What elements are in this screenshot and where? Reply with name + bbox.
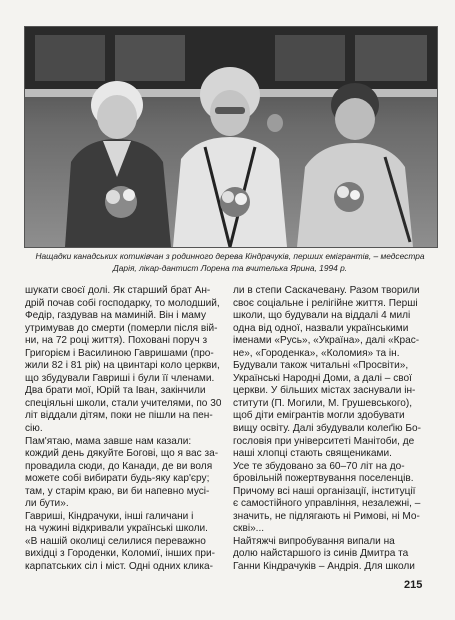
text-column-left [25,285,221,574]
text-line: провадила сюди, до Канади, де ви воля [25,460,213,472]
text-line: Найтяжчі випробування випали на [233,535,395,547]
text-line: вищу освіту. Далі збудували колеґію Бо- [233,423,422,435]
text-line: ститути (П. Могили, М. Грушевського), [233,397,413,409]
text-line: щоб діти емігрантів могли здобувати [233,410,405,422]
text-line: сію. [25,423,43,435]
text-line: церкви. У більших містах заснували ін- [233,385,416,397]
text-line: ли в степи Саскачевану. Разом творили [233,285,420,296]
text-line: ли бути». [25,498,69,510]
text-line: не», «Городенка», «Коломия» та ін. [233,347,400,359]
text-line: долю найстаршого із синів Дмитра та [233,548,409,560]
text-line: що збудували Гавриші і були її членами. [25,372,215,384]
text-line: там, у старім краю, ви би напевно мусі- [25,485,210,497]
page-number: 215 [404,579,423,591]
text-line: бровільній пожертвування поселенців. [233,473,414,485]
historical-photo [24,26,438,248]
text-line: «В нашій околиці селилися переважно [25,535,206,547]
text-line: шукати своєї долі. Як старший брат Ан- [25,285,211,296]
text-line: жили 82 і 81 рік) на цвинтарі коло церкви, [25,360,220,372]
text-line: можете собі вибирати будь-яку кар'єру; [25,473,210,485]
text-line: скві»... [233,523,265,535]
text-line: Ганни Кіндрачуків – Андрія. Для школи [233,561,415,573]
text-line: гословія при університеті Манітоби, де [233,435,415,447]
text-line: Федір, газдував на маминій. Він і маму [25,310,206,322]
text-line: значить, не підлягають ні Римові, ні Мо- [233,510,420,522]
photo-caption [24,250,436,274]
text-line: школи, що будували на віддалі 4 милі [233,310,411,322]
text-line: Усе те збудовано за 60–70 літ на до- [233,460,405,472]
caption-line-2: Дарія, лікар-дантист Лорена та вчителька Ярина, 1994 р. [112,263,348,273]
text-line: Пам'ятаю, мама завше нам казали: [25,435,192,447]
text-line: вихідці з Городенки, Коломиї, інших при- [25,548,215,560]
text-line: Будували також читальні «Просвіти», [233,360,409,372]
text-line: Гавриші, Кіндрачуки, інші галичани і [25,510,194,522]
text-line: є самостійного управління, незалежні, – [233,498,421,510]
text-line: ни, на 72 році життя). Поховані поруч з [25,335,208,347]
text-line: Григорієм і Василиною Гавришами (про- [25,347,214,359]
text-line: утримував до смерти (померли після вій- [25,322,218,334]
text-line: спеціяльні школи, стали учителями, по 30 [25,397,221,409]
text-line: своє соціальне і релігійне життя. Перші [233,297,418,309]
text-line: літ віддали дітям, поки не пішли на пен- [25,410,213,422]
text-line: одна від одної, назвали українськими [233,322,409,334]
text-line: іменами «Русь», «Україна», далі «Крас- [233,335,420,347]
caption-line-1: Нащадки канадських котиківчан з родинного дерева Кіндрачуків, перших емігрантів, – медсестра [35,251,425,261]
text-line: на чужині відкривали українські школи. [25,523,208,535]
text-column-right [233,285,429,574]
text-line: Причому всі наші організації, інституції [233,485,416,497]
text-line: наші хлопці стають священиками. [233,448,392,460]
text-line: дрій почав собі господарку, то молодший, [25,297,220,309]
text-line: Два брати мої, Юрій та Іван, закінчили [25,385,206,397]
text-line: кождий день дякуйте Богові, що я вас за- [25,448,219,460]
text-line: карпатських сіл і міст. Одні одних клика- [25,561,213,573]
text-line: Українські Народні Доми, а далі – свої [233,372,412,384]
